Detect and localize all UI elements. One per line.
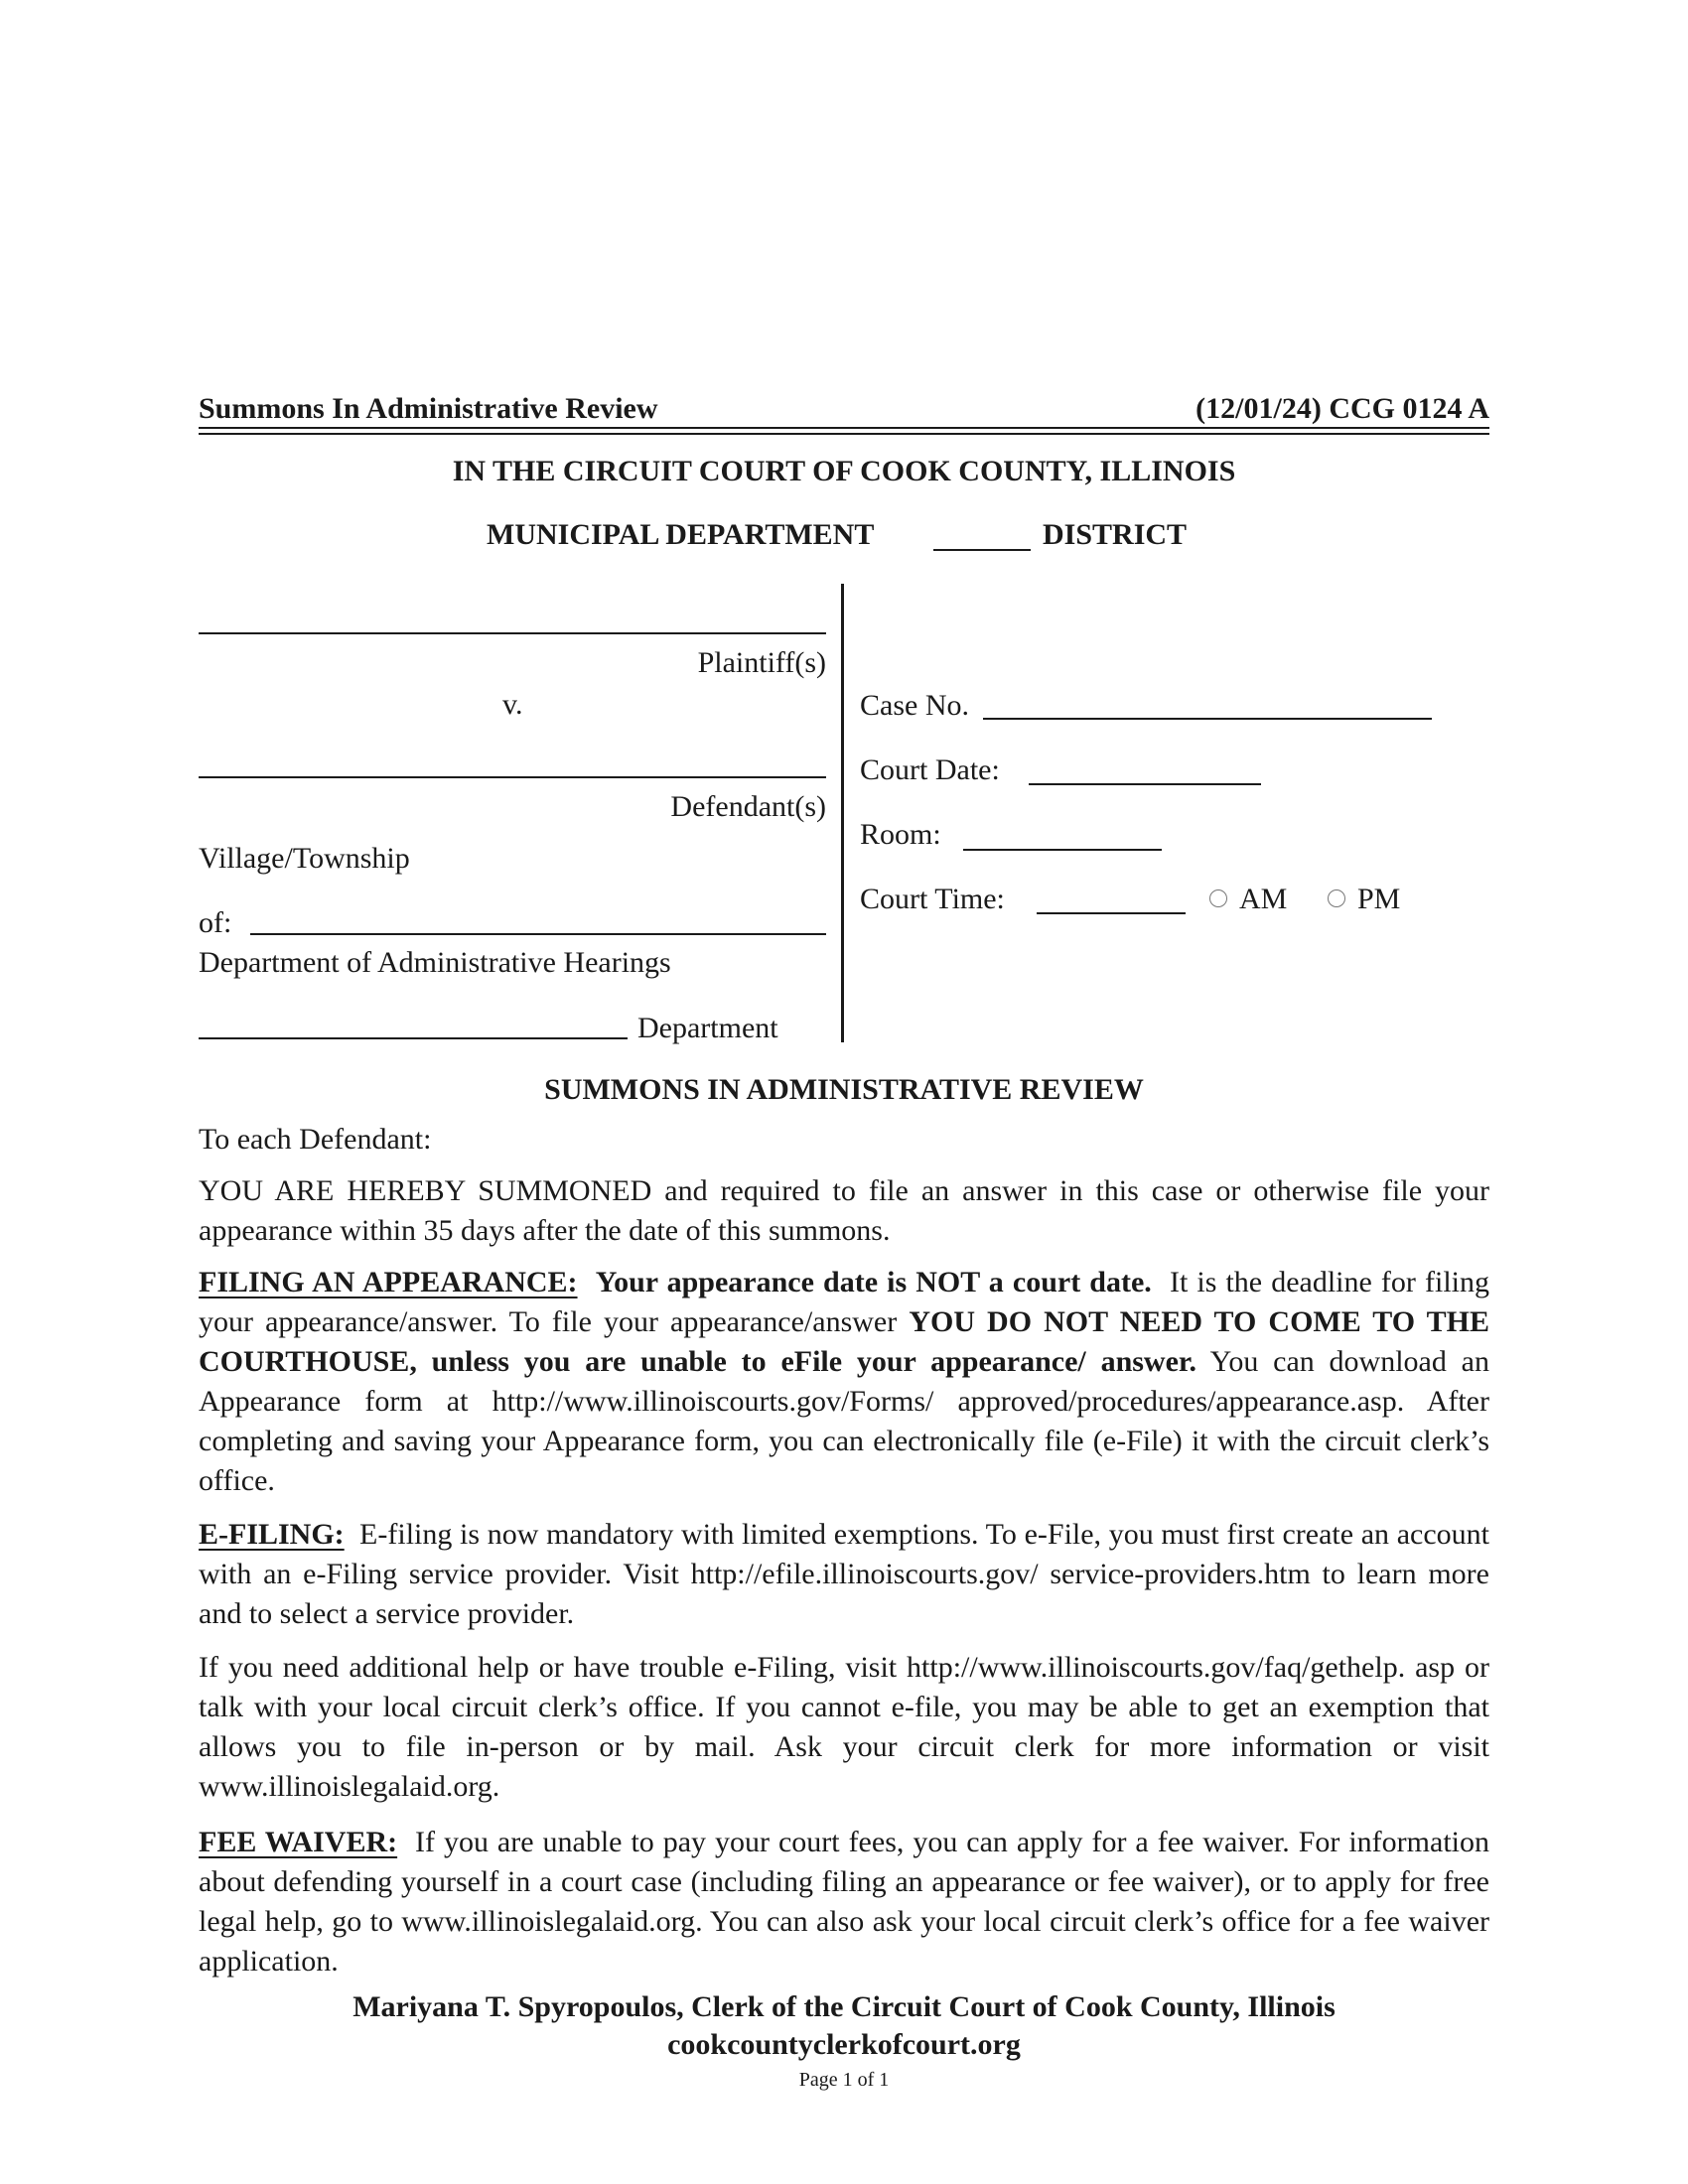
appearance-form-text: You can download an Appearance form at http://www.illinoiscourts.gov/Forms/ approved/procedures/appearance.asp. After completing and saving your Appearance form, you can electronically file (e-File) it with the circuit clerk’s office. xyxy=(199,1345,1489,1497)
plaintiff-label: Plaintiff(s) xyxy=(697,646,826,679)
defendant-name-field[interactable] xyxy=(199,776,826,778)
court-time-label: Court Time: xyxy=(860,883,1005,915)
plaintiff-name-field[interactable] xyxy=(199,632,826,634)
village-label: Village/Township xyxy=(199,842,410,875)
clerk-signature: Mariyana T. Spyropoulos, Clerk of the Circuit Court of Cook County, Illinois xyxy=(352,1990,1336,2023)
no-courthouse-notice: YOU DO NOT NEED TO COME TO THE COURTHOUSE, unless you are unable to eFile your appearance/ answer. xyxy=(199,1305,1489,1378)
appearance-deadline-text: It is the deadline for filing your appearance/answer. To file your appearance/answer xyxy=(199,1266,1489,1338)
efiling-paragraph xyxy=(199,1515,1489,1634)
fee-waiver-paragraph xyxy=(199,1823,1489,1981)
case-no-label: Case No. xyxy=(860,689,969,722)
form-title: Summons In Administrative Review xyxy=(199,392,658,425)
caption-divider xyxy=(841,584,844,1042)
pm-label: PM xyxy=(1357,883,1401,915)
am-radio-icon[interactable] xyxy=(1209,889,1227,907)
appearance-date-notice: Your appearance date is NOT a court date. xyxy=(595,1266,1152,1298)
am-label: AM xyxy=(1239,883,1288,915)
pm-radio-icon[interactable] xyxy=(1328,889,1345,907)
form-code: (12/01/24) CCG 0124 A xyxy=(1196,392,1489,425)
efiling-text: E-filing is now mandatory with limited exemptions. To e-File, you must first create an account with an e-Filing service provider. Visit http://efile.illinoiscourts.gov/ service-providers.htm to learn more and to select a service provider. xyxy=(199,1518,1489,1630)
department-label: Department xyxy=(637,1012,778,1044)
page-number: Page 1 of 1 xyxy=(798,2069,890,2091)
summons-intro: YOU ARE HEREBY SUMMONED and required to file an answer in this case or otherwise file your appearance within 35 days after the date of this summons. xyxy=(199,1174,1489,1247)
efiling-heading: E-FILING: xyxy=(199,1518,345,1551)
court-name: IN THE CIRCUIT COURT OF COOK COUNTY, ILLINOIS xyxy=(452,455,1236,487)
room-field[interactable] xyxy=(963,849,1162,851)
dept-admin-hearings-label: Department of Administrative Hearings xyxy=(199,946,671,979)
filing-appearance-paragraph xyxy=(199,1263,1489,1501)
department-suffix: DISTRICT xyxy=(1043,518,1188,551)
am-option[interactable] xyxy=(1209,880,1287,919)
fee-waiver-heading: FEE WAIVER: xyxy=(199,1826,398,1858)
of-label: of: xyxy=(199,906,232,939)
clerk-website: cookcountyclerkofcourt.org xyxy=(667,2028,1021,2061)
help-paragraph: If you need additional help or have trouble e-Filing, visit http://www.illinoiscourts.gov/faq/gethelp. asp or talk with your local circuit clerk’s office. If you cannot e-file, you may be able to get an exemption that allows you to file in-person or by mail. Ask your circuit clerk for more information or visit www.illinoislegalaid.org. xyxy=(199,1651,1489,1803)
department-prefix: MUNICIPAL DEPARTMENT xyxy=(487,518,875,551)
department-name-field[interactable] xyxy=(199,1037,628,1039)
defendant-label: Defendant(s) xyxy=(670,790,826,823)
versus-label: v. xyxy=(502,688,523,721)
header-rule-top xyxy=(199,427,1489,429)
room-label: Room: xyxy=(860,818,941,851)
pm-option[interactable] xyxy=(1328,880,1400,919)
court-date-label: Court Date: xyxy=(860,753,1000,786)
district-number-field[interactable] xyxy=(933,549,1031,551)
summons-title: SUMMONS IN ADMINISTRATIVE REVIEW xyxy=(544,1073,1144,1106)
fee-waiver-text: If you are unable to pay your court fees, you can apply for a fee waiver. For information about defending yourself in a court case (including filing an appearance or fee waiver), or to apply for free legal help, go to www.illinoislegalaid.org. You can also ask your local circuit clerk’s office for a fee waiver application. xyxy=(199,1826,1489,1978)
case-no-field[interactable] xyxy=(983,718,1432,720)
filing-appearance-heading: FILING AN APPEARANCE: xyxy=(199,1266,578,1298)
village-name-field[interactable] xyxy=(250,933,826,935)
header-rule-bottom xyxy=(199,433,1489,435)
court-time-field[interactable] xyxy=(1037,912,1186,914)
greeting: To each Defendant: xyxy=(199,1123,432,1156)
court-date-field[interactable] xyxy=(1029,783,1261,785)
